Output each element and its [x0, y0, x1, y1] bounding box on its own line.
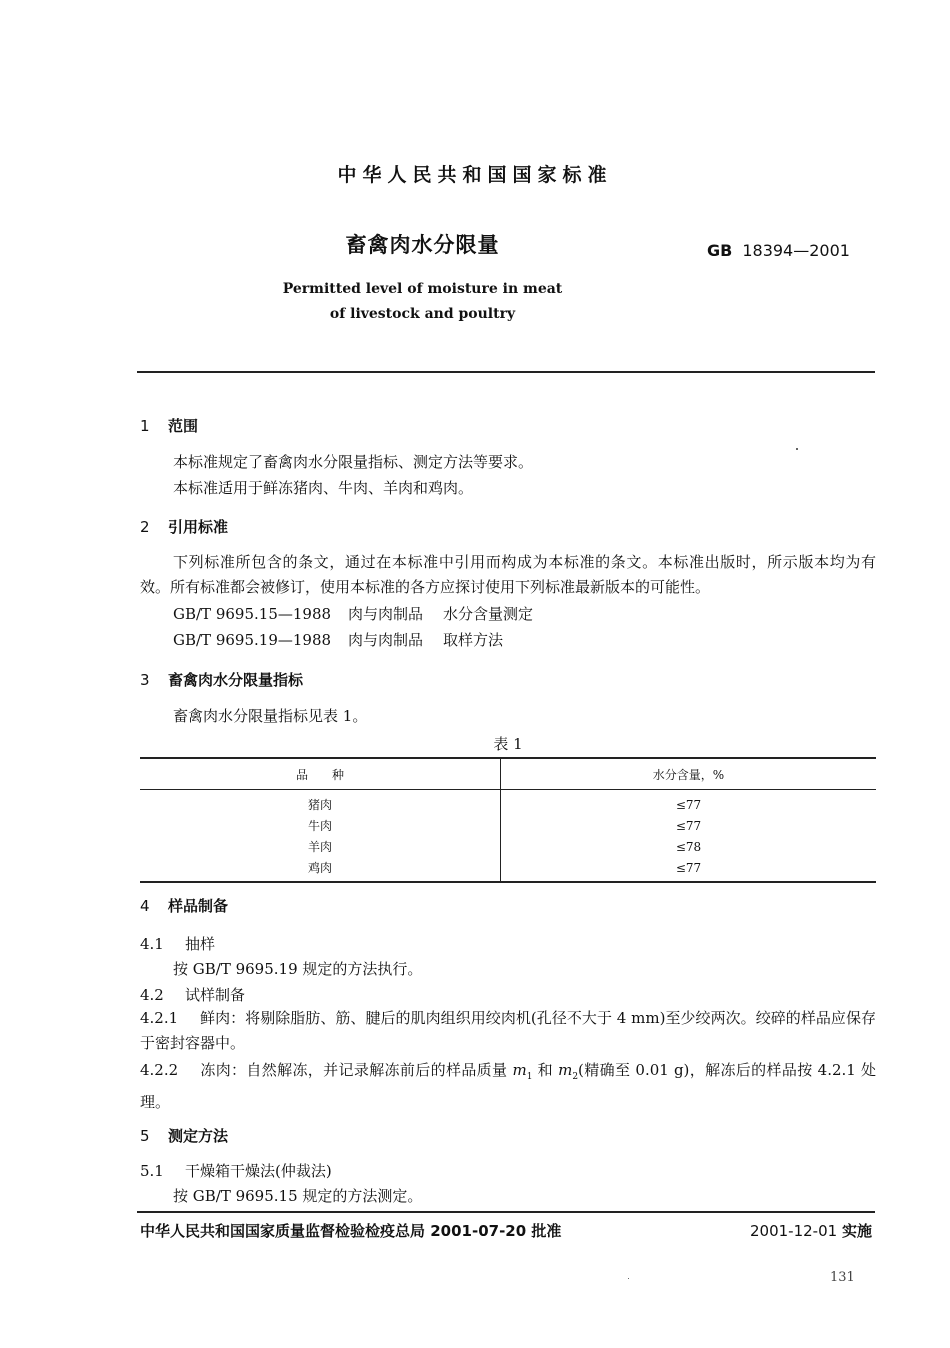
subsection-number: 5.1: [140, 1162, 164, 1180]
moisture-limit-table: [140, 757, 876, 883]
table-cell-moisture: ≤77: [675, 818, 702, 833]
column-header-moisture: 水分含量，%: [501, 758, 877, 790]
section-1-paragraph-1: 本标准规定了畜禽肉水分限量指标、测定方法等要求。: [173, 453, 534, 471]
subsection-title: 抽样: [185, 935, 216, 953]
scan-speck: [628, 1278, 629, 1279]
reference-category: 肉与肉制品: [348, 605, 424, 623]
section-3-heading: [140, 669, 303, 690]
scan-speck: [796, 448, 798, 450]
section-4-heading: [140, 895, 228, 916]
reference-code: GB/T 9695.15—1988: [173, 605, 332, 623]
subsection-number: 4.2.2: [140, 1061, 179, 1079]
section-4-number: 4: [140, 897, 150, 915]
document-title-cn: 畜禽肉水分限量: [345, 233, 500, 257]
section-1-heading: [140, 415, 198, 436]
document-title-en-line1: Permitted level of moisture in meat: [282, 281, 563, 297]
reference-category: 肉与肉制品: [348, 631, 424, 649]
reference-code: GB/T 9695.19—1988: [173, 631, 332, 649]
section-2-paragraph: 下列标准所包含的条文，通过在本标准中引用而构成为本标准的条文。本标准出版时，所示版本均为有效。所有标准都会被修订，使用本标准的各方应探讨使用下列标准最新版本的可能性。: [140, 553, 876, 596]
table-cell-moisture: ≤77: [675, 797, 702, 812]
subsection-body: 鲜肉：将剔除脂肪、筋、腱后的肌肉组织用绞肉机(孔径不大于 4 mm)至少绞两次。绞碎的样品应保存于密封容器中。: [140, 1009, 876, 1052]
reference-item: [173, 603, 533, 624]
subsection-body-part: (精确至 0.01 g)，解冻后的样品按 4.2.1 处理。: [140, 1061, 876, 1111]
subsection-title: 试样制备: [185, 986, 246, 1004]
reference-name: 水分含量测定: [443, 605, 534, 623]
section-5-title: 测定方法: [168, 1127, 229, 1145]
subsection-4-2-2-text: [140, 1058, 876, 1115]
table-row: [140, 836, 876, 857]
subsection-4-1-heading: [140, 933, 215, 954]
section-1-number: 1: [140, 417, 150, 435]
table-row: [140, 790, 876, 816]
column-header-variety: 品 种: [140, 758, 501, 790]
standard-type-heading: 中华人民共和国国家标准: [337, 164, 613, 186]
section-2-title: 引用标准: [168, 518, 229, 536]
section-5-number: 5: [140, 1127, 150, 1145]
standard-code: [707, 241, 850, 260]
subsection-number: 4.2: [140, 986, 164, 1004]
table-caption: 表 1: [493, 735, 523, 753]
section-1-paragraph-2: 本标准适用于鲜冻猪肉、牛肉、羊肉和鸡肉。: [173, 479, 474, 497]
subsection-5-1-heading: [140, 1160, 332, 1181]
implementation-label: 实施: [841, 1222, 872, 1240]
section-3-paragraph: 畜禽肉水分限量指标见表 1。: [173, 707, 368, 725]
table-cell-moisture: ≤77: [675, 860, 702, 875]
subsection-number: 4.1: [140, 935, 164, 953]
section-3-number: 3: [140, 671, 150, 689]
subsection-4-2-heading: [140, 984, 245, 1005]
reference-item: [173, 629, 503, 650]
footer-divider: [137, 1211, 875, 1213]
math-subscript: 1: [526, 1072, 533, 1082]
table-header-row: [140, 758, 876, 790]
section-5-heading: [140, 1125, 228, 1146]
header-divider: [137, 371, 875, 373]
subsection-number: 4.2.1: [140, 1009, 179, 1027]
section-2-heading: [140, 516, 228, 537]
table-cell-variety: 鸡肉: [140, 857, 501, 882]
math-variable-m: m: [512, 1061, 527, 1079]
subsection-title: 干燥箱干燥法(仲裁法): [185, 1162, 332, 1180]
standard-number: 18394—2001: [742, 241, 850, 260]
section-2-number: 2: [140, 518, 150, 536]
standard-prefix: GB: [707, 241, 733, 260]
reference-name: 取样方法: [443, 631, 504, 649]
subsection-4-1-text: 按 GB/T 9695.19 规定的方法执行。: [173, 960, 423, 978]
table-row: [140, 857, 876, 882]
page-number: 131: [830, 1270, 855, 1285]
subsection-4-2-1-text: [140, 1006, 876, 1056]
document-title-en-line2: of livestock and poultry: [329, 306, 516, 322]
table-cell-moisture: ≤78: [675, 839, 702, 854]
subsection-5-1-text: 按 GB/T 9695.15 规定的方法测定。: [173, 1187, 423, 1205]
table-cell-variety: 羊肉: [140, 836, 501, 857]
approval-line: 中华人民共和国国家质量监督检验检疫总局 2001-07-20 批准: [140, 1222, 562, 1240]
conjunction: 和: [537, 1061, 553, 1079]
math-subscript: 2: [572, 1072, 579, 1082]
section-3-title: 畜禽肉水分限量指标: [168, 671, 304, 689]
implementation-line: [750, 1220, 872, 1241]
subsection-body-part: 冻肉：自然解冻，并记录解冻前后的样品质量: [200, 1061, 508, 1079]
math-variable-m: m: [558, 1061, 573, 1079]
section-4-title: 样品制备: [168, 897, 229, 915]
implementation-date: 2001-12-01: [750, 1222, 838, 1240]
table-row: [140, 815, 876, 836]
section-1-title: 范围: [168, 417, 199, 435]
table-cell-variety: 猪肉: [140, 790, 501, 816]
table-cell-variety: 牛肉: [140, 815, 501, 836]
